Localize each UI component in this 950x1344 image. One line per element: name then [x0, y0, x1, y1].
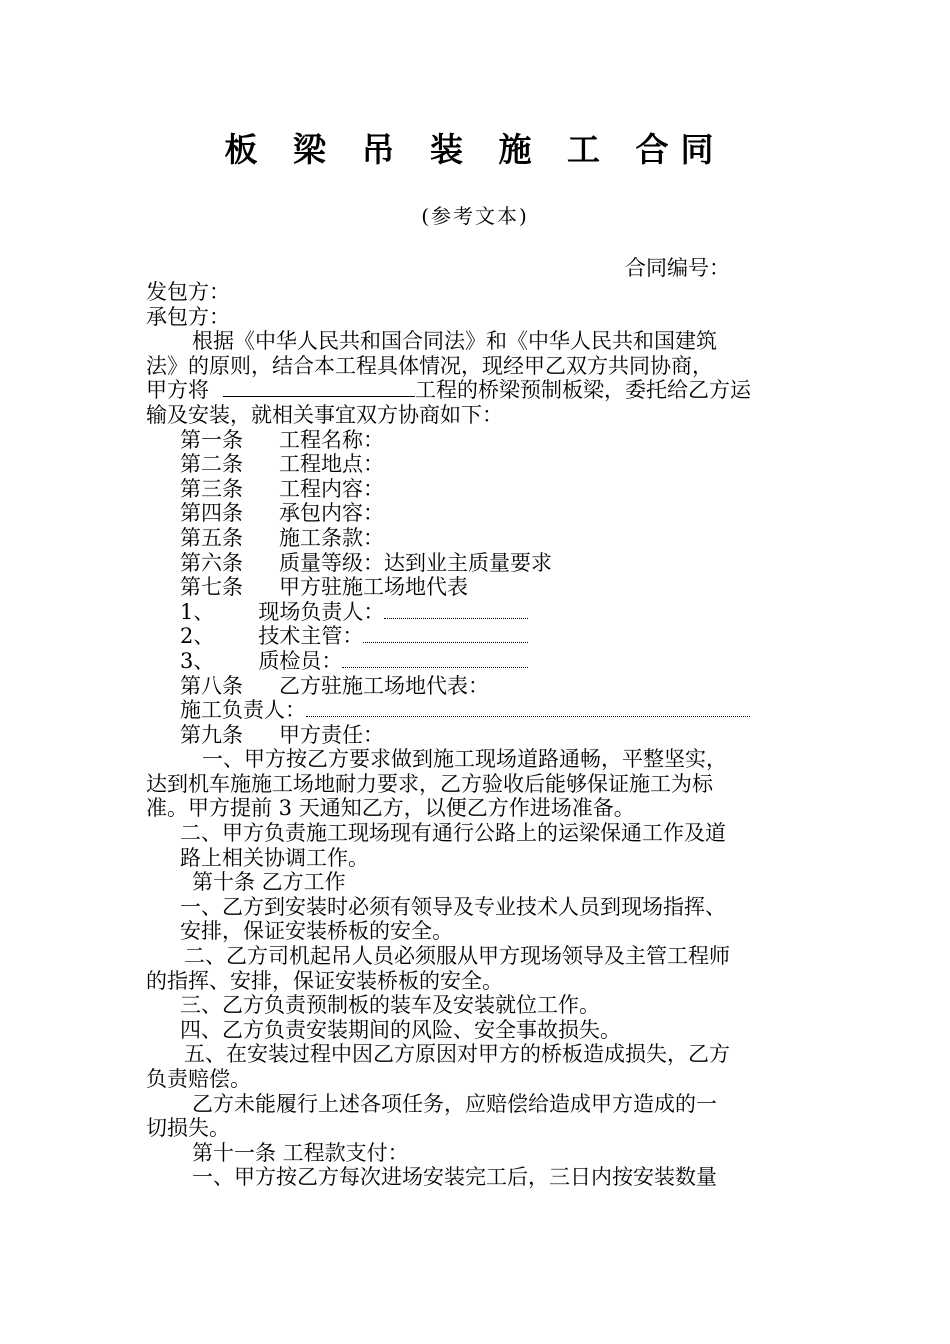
- article-8: [146, 674, 810, 699]
- article-11-heading: 第十一条 工程款支付：: [192, 1140, 409, 1165]
- rep-2-num: 2、: [180, 624, 215, 649]
- article-9-item-1-line-1: 一、甲方按乙方要求做到施工现场道路通畅，平整坚实，: [202, 747, 727, 772]
- article-10-item-5-line-2: 负责赔偿。: [146, 1067, 251, 1091]
- rep-2-blank: [363, 627, 528, 643]
- contract-number-label: 合同编号：: [625, 256, 730, 280]
- article-1-num: 第一条: [180, 427, 243, 452]
- preamble-line-3-suffix: 工程的桥梁预制板梁，委托给乙方运: [415, 378, 751, 403]
- article-6-text: 质量等级：达到业主质量要求: [279, 550, 552, 575]
- article-9-item-1-line-3: 准。甲方提前 3 天通知乙方，以便乙方作进场准备。: [146, 796, 635, 821]
- project-name-blank: [223, 378, 415, 397]
- construction-lead-blank: [306, 701, 750, 717]
- article-3-num: 第三条: [180, 476, 243, 501]
- rep-2-label: 技术主管：: [258, 624, 364, 649]
- document-subtitle: (参考文本): [421, 204, 529, 228]
- article-7: [146, 575, 810, 600]
- article-4-text: 承包内容：: [279, 501, 384, 526]
- contractor-line: 承包方：: [146, 304, 230, 329]
- preamble-line-3-prefix: 甲方将: [146, 378, 209, 403]
- preamble-line-4: 输及安装，就相关事宜双方协商如下：: [146, 402, 503, 427]
- article-10-note-line-2: 切损失。: [146, 1116, 230, 1141]
- construction-lead-line: [146, 698, 810, 723]
- rep-1-num: 1、: [180, 599, 215, 624]
- preamble-line-1: 根据《中华人民共和国合同法》和《中华人民共和国建筑: [192, 329, 717, 354]
- article-10-heading: 第十条 乙方工作: [192, 870, 346, 895]
- article-9-text: 甲方责任：: [279, 722, 384, 747]
- article-3-text: 工程内容：: [279, 476, 384, 501]
- article-3: [146, 477, 810, 502]
- article-4: [146, 501, 810, 526]
- preamble-line-2: 法》的原则，结合本工程具体情况，现经甲乙双方共同协商，: [146, 353, 713, 378]
- preamble-line-3: [146, 378, 810, 403]
- rep-1-blank: [384, 603, 528, 619]
- article-6: [146, 551, 810, 576]
- rep-3-num: 3、: [180, 648, 215, 673]
- article-10-item-2-line-1: 二、乙方司机起吊人员必须服从甲方现场领导及主管工程师: [184, 944, 730, 969]
- article-9-num: 第九条: [180, 722, 243, 747]
- article-1-text: 工程名称：: [279, 427, 384, 452]
- article-7-num: 第七条: [180, 575, 243, 600]
- article-4-num: 第四条: [180, 501, 243, 526]
- article-11-item-1-line-1: 一、甲方按乙方每次进场安装完工后，三日内按安装数量: [192, 1165, 717, 1190]
- construction-lead-label: 施工负责人：: [180, 698, 306, 723]
- contract-body: [146, 280, 810, 1190]
- rep-line-3: [146, 649, 810, 674]
- article-5: [146, 526, 810, 551]
- rep-line-2: [146, 624, 810, 649]
- article-5-num: 第五条: [180, 525, 243, 550]
- article-9-item-1-line-2: 达到机车施施工场地耐力要求，乙方验收后能够保证施工为标: [146, 771, 713, 796]
- employer-line: 发包方：: [146, 280, 230, 304]
- article-10-item-3: 三、乙方负责预制板的装车及安装就位工作。: [180, 993, 600, 1018]
- article-9: [146, 723, 810, 748]
- article-10-note-line-1: 乙方未能履行上述各项任务，应赔偿给造成甲方造成的一: [192, 1091, 717, 1116]
- article-8-text: 乙方驻施工场地代表：: [279, 673, 489, 698]
- article-1: [146, 428, 810, 453]
- article-9-item-2-line-1: 二、甲方负责施工现场现有通行公路上的运梁保通工作及道: [180, 821, 726, 846]
- article-2-text: 工程地点：: [279, 452, 384, 477]
- rep-3-label: 质检员：: [258, 648, 343, 673]
- article-8-num: 第八条: [180, 673, 243, 698]
- rep-line-1: [146, 600, 810, 625]
- article-10-item-2-line-2: 的指挥、安排，保证安装桥板的安全。: [146, 968, 503, 993]
- article-10-item-1-line-2: 安排，保证安装桥板的安全。: [180, 919, 453, 944]
- article-2-num: 第二条: [180, 452, 243, 477]
- article-10-item-4: 四、乙方负责安装期间的风险、安全事故损失。: [180, 1017, 621, 1042]
- document-title: 板 梁 吊 装 施 工 合同: [224, 130, 726, 169]
- article-7-text: 甲方驻施工场地代表: [279, 575, 468, 600]
- article-10-item-1-line-1: 一、乙方到安装时必须有领导及专业技术人员到现场指挥、: [180, 894, 726, 919]
- rep-1-label: 现场负责人：: [258, 599, 385, 624]
- article-6-num: 第六条: [180, 550, 243, 575]
- article-2: [146, 452, 810, 477]
- article-5-text: 施工条款：: [279, 525, 384, 550]
- rep-3-blank: [342, 652, 528, 668]
- article-10-item-5-line-1: 五、在安装过程中因乙方原因对甲方的桥板造成损失，乙方: [184, 1042, 730, 1067]
- article-9-item-2-line-2: 路上相关协调工作。: [180, 845, 369, 870]
